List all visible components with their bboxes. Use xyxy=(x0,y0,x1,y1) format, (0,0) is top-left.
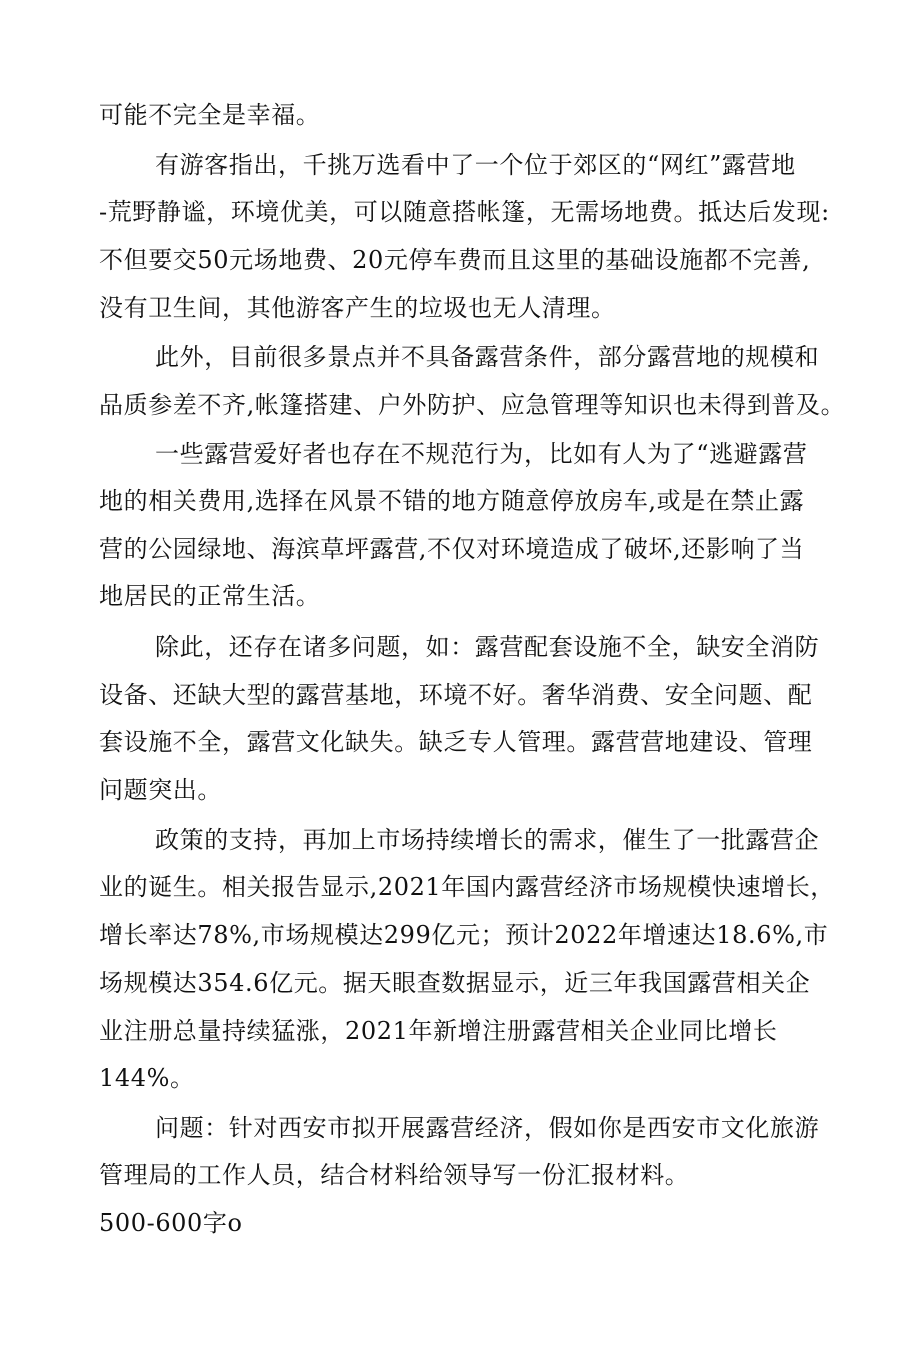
text-line: 地的相关费用,选择在风景不错的地方随意停放房车,或是在禁止露 xyxy=(99,487,805,515)
text-line: 场规模达354.6亿元。据天眼查数据显示，近三年我国露营相关企 xyxy=(99,969,811,997)
text-line: 政策的支持，再加上市场持续增长的需求，催生了一批露营企 xyxy=(155,826,820,854)
text-line: 套设施不全，露营文化缺失。缺乏专人管理。露营营地建设、管理 xyxy=(99,728,813,756)
text-line: 除此，还存在诸多问题，如：露营配套设施不全，缺安全消防 xyxy=(155,633,820,661)
text-line: 没有卫生间，其他游客产生的垃圾也无人清理。 xyxy=(99,294,616,322)
text-line: 一些露营爱好者也存在不规范行为，比如有人为了“逃避露营 xyxy=(155,440,808,468)
text-line: 业注册总量持续猛涨，2021年新增注册露营相关企业同比增长 xyxy=(99,1017,778,1045)
text-line: 问题：针对西安市拟开展露营经济，假如你是西安市文化旅游 xyxy=(155,1114,820,1142)
text-line: 业的诞生。相关报告显示,2021年国内露营经济市场规模快速增长， xyxy=(99,873,835,901)
text-line: 品质参差不齐,帐篷搭建、户外防护、应急管理等知识也未得到普及。 xyxy=(99,391,846,419)
text-line: 问题突出。 xyxy=(99,776,222,804)
text-line: -荒野静谧，环境优美，可以随意搭帐篷，无需场地费。抵达后发现: xyxy=(99,198,830,226)
text-line: 可能不完全是幸福。 xyxy=(99,101,321,129)
text-line: 管理局的工作人员，结合材料给领导写一份汇报材料。 xyxy=(99,1161,690,1189)
text-line: 此外，目前很多景点并不具备露营条件，部分露营地的规模和 xyxy=(155,343,820,371)
text-line: 营的公园绿地、海滨草坪露营,不仅对环境造成了破坏,还影响了当 xyxy=(99,535,805,563)
text-line: 增长率达78%,市场规模达299亿元；预计2022年增速达18.6%,市 xyxy=(99,921,829,949)
text-line: 500-600字o xyxy=(99,1209,243,1237)
text-line: 不但要交50元场地费、20元停车费而且这里的基础设施都不完善, xyxy=(99,246,811,274)
text-line: 设备、还缺大型的露营基地，环境不好。奢华消费、安全问题、配 xyxy=(99,681,813,709)
text-line: 144%。 xyxy=(99,1064,195,1092)
text-line: 地居民的正常生活。 xyxy=(99,582,321,610)
text-line: 有游客指出，千挑万选看中了一个位于郊区的“网红”露营地 xyxy=(155,151,796,179)
